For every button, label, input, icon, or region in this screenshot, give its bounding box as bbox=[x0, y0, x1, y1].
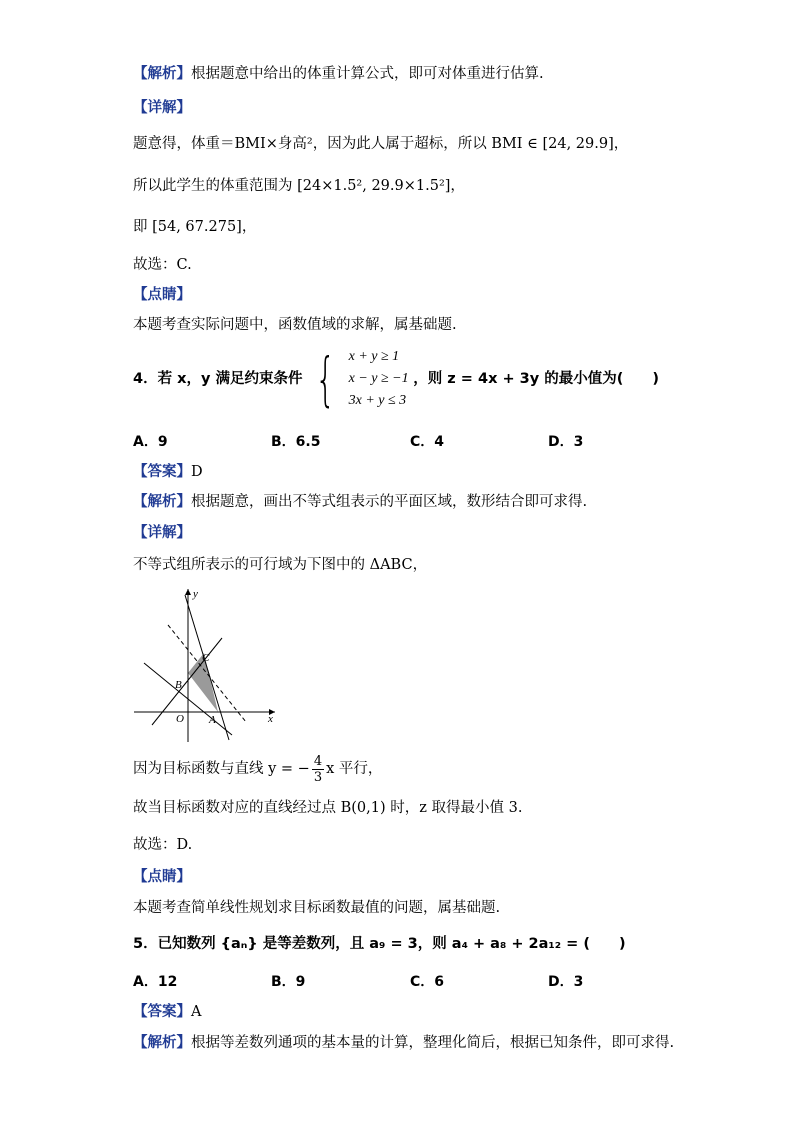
constraint-system bbox=[349, 346, 409, 412]
detail-tag: 【详解】 bbox=[133, 100, 191, 116]
q4-option-c[interactable]: C．4 bbox=[410, 434, 445, 450]
q3-detail-line2: 所以此学生的体重范围为 [24×1.5², 29.9×1.5²]， bbox=[133, 178, 465, 194]
q4-answer-line bbox=[133, 462, 203, 482]
frac-num: 4 bbox=[313, 753, 323, 769]
q5-option-b[interactable]: B．9 bbox=[271, 974, 306, 990]
analysis-text: 根据题意中给出的体重计算公式，即可对体重进行估算. bbox=[191, 66, 544, 82]
q4-point-line: 故当目标函数对应的直线经过点 B(0,1) 时，z 取得最小值 3. bbox=[133, 800, 523, 816]
detail-tag: 【详解】 bbox=[133, 525, 191, 541]
constraint-3: 3x + y ≤ 3 bbox=[348, 393, 407, 408]
label-c: C bbox=[202, 652, 210, 664]
q4-stem-suffix: ，则 z = 4x + 3y 的最小值为( ) bbox=[413, 371, 660, 387]
constraint-2: x − y ≥ −1 bbox=[348, 371, 409, 386]
label-b: B bbox=[175, 679, 182, 691]
q5-option-a[interactable]: A．12 bbox=[133, 974, 178, 990]
y-axis-arrow bbox=[185, 589, 191, 595]
q4-analysis-line bbox=[133, 492, 587, 512]
fraction-4-3 bbox=[312, 754, 324, 785]
analysis-tag: 【解析】 bbox=[133, 1035, 191, 1051]
feasible-region-figure bbox=[130, 585, 280, 745]
q4-detail-line1: 不等式组所表示的可行域为下图中的 ΔABC， bbox=[133, 557, 428, 573]
q3-detail-line1: 题意得，体重＝BMI×身高²，因为此人属于超标，所以 BMI ∈ [24, 29.9]， bbox=[133, 136, 629, 152]
q5-analysis-line bbox=[133, 1033, 674, 1053]
q5-option-d[interactable]: D．3 bbox=[548, 974, 584, 990]
analysis-text: 根据题意，画出不等式组表示的平面区域，数形结合即可求得. bbox=[191, 494, 588, 510]
analysis-text: 根据等差数列通项的基本量的计算，整理化简后，根据已知条件，即可求得. bbox=[191, 1035, 675, 1051]
comment-tag: 【点睛】 bbox=[133, 869, 191, 885]
q5-stem: 5．已知数列 {aₙ} 是等差数列，且 a₉ = 3，则 a₄ + a₈ + 2a₁₂ = ( ) bbox=[133, 936, 626, 952]
label-o: O bbox=[176, 713, 184, 725]
q4-stem bbox=[133, 346, 659, 412]
brace: { bbox=[315, 345, 336, 413]
q3-detail-tag bbox=[133, 98, 191, 118]
q3-comment-tag bbox=[133, 285, 191, 305]
answer-tag: 【答案】 bbox=[133, 464, 191, 480]
constraint-1: x + y ≥ 1 bbox=[348, 349, 400, 364]
answer-value: D bbox=[191, 464, 203, 480]
q4-comment-tag bbox=[133, 867, 191, 887]
parallel-suffix: x 平行， bbox=[326, 761, 383, 777]
q4-option-b[interactable]: B．6.5 bbox=[271, 434, 321, 450]
answer-value: A bbox=[191, 1004, 202, 1020]
q3-analysis-line bbox=[133, 64, 544, 84]
q4-detail-tag bbox=[133, 523, 191, 543]
q4-choose: 故选：D. bbox=[133, 837, 193, 853]
analysis-tag: 【解析】 bbox=[133, 66, 191, 82]
comment-tag: 【点睛】 bbox=[133, 287, 191, 303]
line-3x-y-3 bbox=[185, 595, 229, 740]
q4-parallel-line bbox=[133, 752, 382, 786]
q4-comment-text: 本题考查简单线性规划求目标函数最值的问题，属基础题. bbox=[133, 900, 501, 916]
label-a: A bbox=[209, 714, 216, 726]
q3-comment-text: 本题考查实际问题中，函数值域的求解，属基础题. bbox=[133, 317, 457, 333]
frac-den: 3 bbox=[313, 769, 323, 785]
q4-option-a[interactable]: A．9 bbox=[133, 434, 168, 450]
parallel-prefix: 因为目标函数与直线 y = − bbox=[133, 761, 310, 777]
label-x: x bbox=[268, 713, 273, 725]
answer-tag: 【答案】 bbox=[133, 1004, 191, 1020]
q4-option-d[interactable]: D．3 bbox=[548, 434, 584, 450]
q5-option-c[interactable]: C．6 bbox=[410, 974, 445, 990]
label-y: y bbox=[193, 588, 198, 600]
q5-answer-line bbox=[133, 1002, 201, 1022]
analysis-tag: 【解析】 bbox=[133, 494, 191, 510]
q3-detail-line3: 即 [54, 67.275]， bbox=[133, 219, 257, 235]
q4-stem-prefix: 4．若 x，y 满足约束条件 bbox=[133, 371, 303, 387]
q3-choose: 故选：C. bbox=[133, 257, 192, 273]
